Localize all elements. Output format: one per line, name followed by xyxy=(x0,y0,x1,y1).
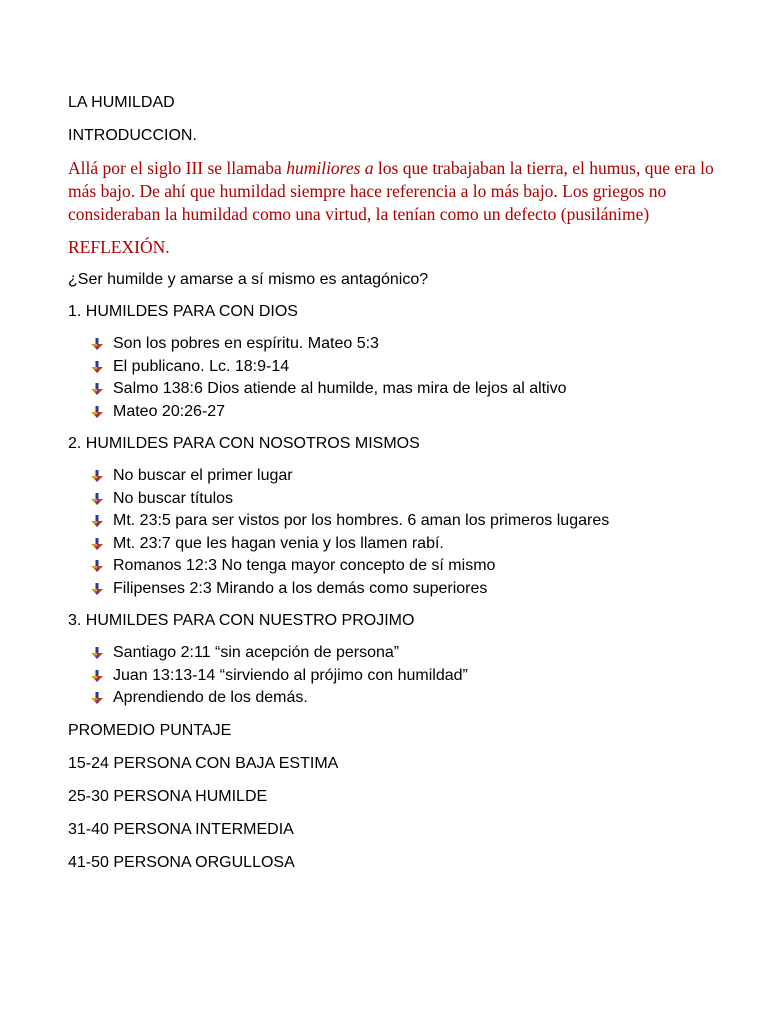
arrow-down-bullet-icon xyxy=(90,537,104,551)
arrow-down-bullet-icon xyxy=(90,337,104,351)
list-item-text: Salmo 138:6 Dios atiende al humilde, mas mira de lejos al altivo xyxy=(113,380,567,397)
arrow-down-bullet-icon xyxy=(90,669,104,683)
list-item xyxy=(90,687,728,710)
list-item-text: Santiago 2:11 “sin acepción de persona” xyxy=(113,644,400,661)
arrow-down-bullet-icon xyxy=(90,382,104,396)
list-item-text: El publicano. Lc. 18:9-14 xyxy=(113,357,290,375)
arrow-down-bullet-icon xyxy=(90,405,104,419)
arrow-down-bullet-icon xyxy=(90,514,104,528)
list-item xyxy=(90,578,728,601)
score-heading: PROMEDIO PUNTAJE xyxy=(68,721,232,739)
list-item-text: Mt. 23:5 para ser vistos por los hombres. 6 aman los primeros lugares xyxy=(113,512,610,529)
intro-paragraph xyxy=(68,157,728,226)
section-list-nosotros xyxy=(68,465,728,600)
intro-italic-term: humiliores a xyxy=(286,158,374,178)
intro-text-start: Allá por el siglo III se llamaba xyxy=(68,158,287,178)
score-line: 15-24 PERSONA CON BAJA ESTIMA xyxy=(68,754,339,772)
list-item xyxy=(90,488,728,511)
list-item xyxy=(90,333,728,356)
document-title: LA HUMILDAD xyxy=(68,94,175,111)
list-item xyxy=(90,642,728,665)
score-line: 41-50 PERSONA ORGULLOSA xyxy=(68,853,295,871)
list-item xyxy=(90,356,728,379)
list-item xyxy=(90,665,728,688)
reflection-question: ¿Ser humilde y amarse a sí mismo es antagónico? xyxy=(68,271,429,288)
reflection-heading: REFLEXIÓN. xyxy=(68,237,170,257)
list-item xyxy=(90,401,728,424)
section-list-dios xyxy=(68,333,728,423)
list-item xyxy=(90,378,728,401)
list-item-text: No buscar títulos xyxy=(113,489,234,507)
list-item xyxy=(90,533,728,556)
arrow-down-bullet-icon xyxy=(90,492,104,506)
arrow-down-bullet-icon xyxy=(90,691,104,705)
section-heading-projimo: 3. HUMILDES PARA CON NUESTRO PROJIMO xyxy=(68,612,415,629)
score-line: 25-30 PERSONA HUMILDE xyxy=(68,787,268,805)
list-item-text: Aprendiendo de los demás. xyxy=(113,689,308,706)
section-heading-nosotros: 2. HUMILDES PARA CON NOSOTROS MISMOS xyxy=(68,435,420,452)
arrow-down-bullet-icon xyxy=(90,360,104,374)
section-list-projimo xyxy=(68,642,728,710)
arrow-down-bullet-icon xyxy=(90,582,104,596)
list-item-text: Mateo 20:26-27 xyxy=(113,402,226,420)
intro-text-rest: los que trabajaban la tierra, el humus, que era lo más bajo. De ahí que humildad siempre hace referencia a lo más bajo. Los griegos no consideraban la humildad como una virtud, la tenían como un defecto (pusilánime) xyxy=(68,158,714,224)
arrow-down-bullet-icon xyxy=(90,646,104,660)
arrow-down-bullet-icon xyxy=(90,559,104,573)
arrow-down-bullet-icon xyxy=(90,469,104,483)
list-item-text: Romanos 12:3 No tenga mayor concepto de sí mismo xyxy=(113,557,496,574)
list-item xyxy=(90,465,728,488)
list-item-text: No buscar el primer lugar xyxy=(113,467,293,484)
list-item xyxy=(90,510,728,533)
list-item-text: Juan 13:13-14 “sirviendo al prójimo con humildad” xyxy=(113,666,468,684)
list-item-text: Mt. 23:7 que les hagan venia y los llamen rabí. xyxy=(113,534,444,552)
section-heading-dios: 1. HUMILDES PARA CON DIOS xyxy=(68,303,298,320)
list-item xyxy=(90,555,728,578)
list-item-text: Filipenses 2:3 Mirando a los demás como superiores xyxy=(113,579,488,597)
document-page xyxy=(68,92,728,885)
intro-heading: INTRODUCCION. xyxy=(68,127,197,144)
score-line: 31-40 PERSONA INTERMEDIA xyxy=(68,820,294,838)
list-item-text: Son los pobres en espíritu. Mateo 5:3 xyxy=(113,335,379,352)
